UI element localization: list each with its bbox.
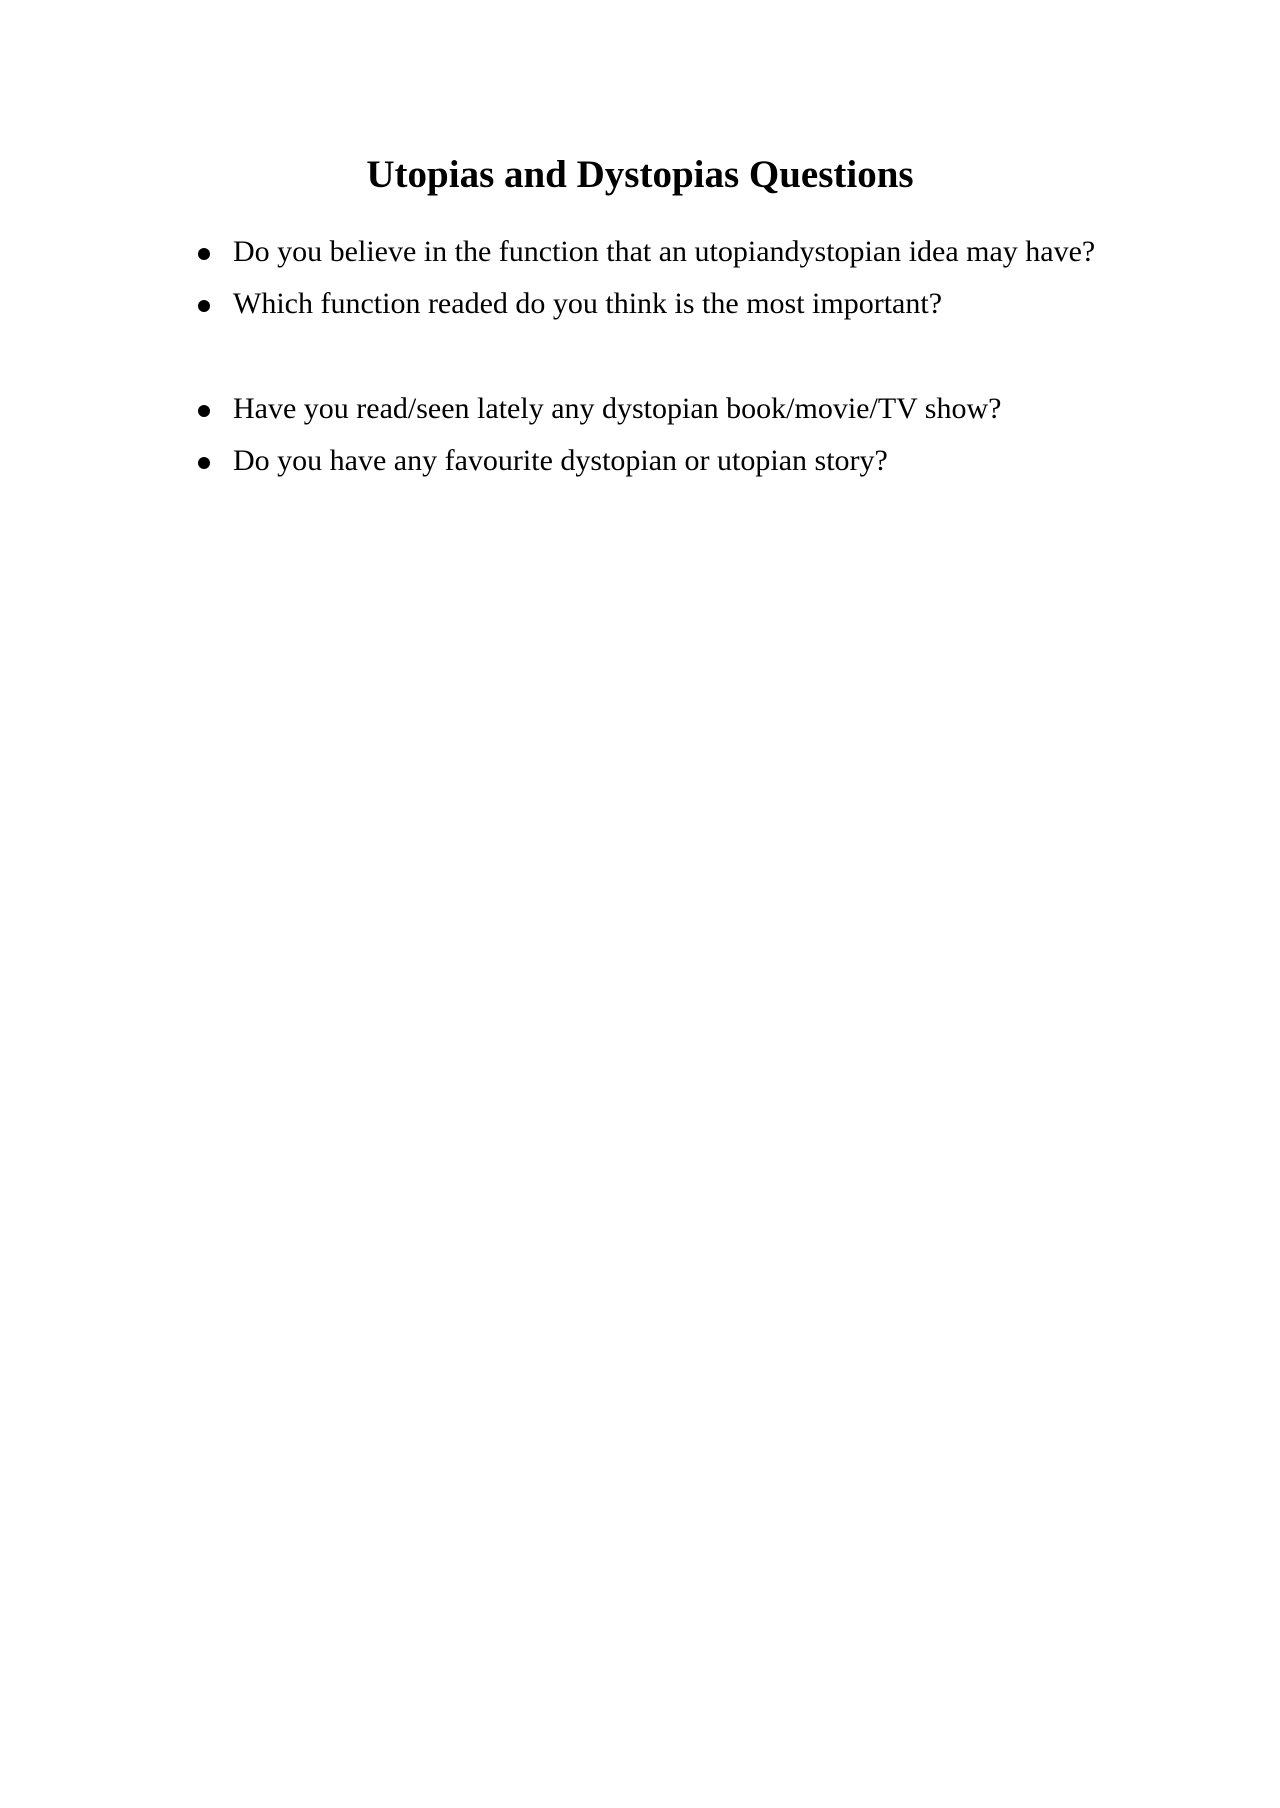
- question-text: Have you read/seen lately any dystopian book/movie/TV show?: [233, 392, 1002, 425]
- bullet-icon: [198, 405, 210, 417]
- question-text: Do you have any favourite dystopian or utopian story?: [233, 444, 888, 477]
- page-title: Utopias and Dystopias Questions: [366, 153, 914, 196]
- question-text: Which function readed do you think is the most important?: [233, 287, 943, 320]
- bullet-icon: [198, 300, 210, 312]
- question-text: Do you believe in the function that an utopiandystopian idea may have?: [233, 235, 1096, 268]
- bullet-icon: [198, 248, 210, 260]
- bullet-icon: [198, 457, 210, 469]
